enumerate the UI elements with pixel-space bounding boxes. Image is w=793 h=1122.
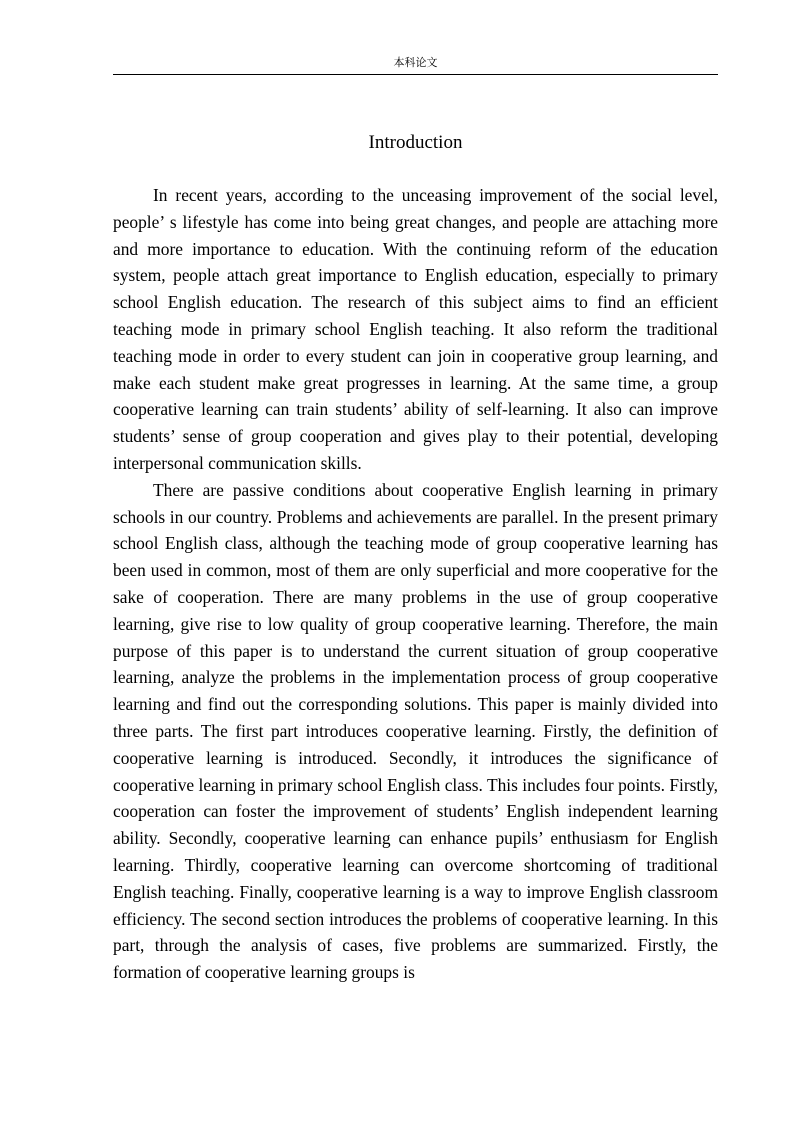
paragraph: In recent years, according to the unceasing improvement of the social level, people’ s lifestyle has come into being great changes, and people are attaching more and more importance to education. With the continuing reform of the education system, people attach great importance to English education, especially to primary school English education. The research of this subject aims to find an efficient teaching mode in primary school English teaching. It also reform the traditional teaching mode in order to every student can join in cooperative group learning, and make each student make great progresses in learning. At the same time, a group cooperative learning can train students’ ability of self-learning. It also can improve students’ sense of group cooperation and gives play to their potential, developing interpersonal communication skills. bbox=[113, 185, 718, 473]
running-header-title: 本科论文 bbox=[393, 56, 438, 69]
section-title: Introduction bbox=[368, 132, 463, 153]
running-header bbox=[113, 56, 718, 75]
body-text bbox=[113, 182, 718, 986]
paragraph: There are passive conditions about cooperative English learning in primary schools in our country. Problems and achievements are parallel. In the present primary school English class, although the teaching mode of group cooperative learning has been used in common, most of them are only superficial and more cooperative for the sake of cooperation. There are many problems in the use of group cooperative learning, give rise to low quality of group cooperative learning. Therefore, the main purpose of this paper is to understand the current situation of group cooperative learning, analyze the problems in the implementation process of group cooperative learning and find out the corresponding solutions. This paper is mainly divided into three parts. The first part introduces cooperative learning. Firstly, the definition of cooperative learning is introduced. Secondly, it introduces the significance of cooperative learning in primary school English class. This includes four points. Firstly, cooperation can foster the improvement of students’ English independent learning ability. Secondly, cooperative learning can enhance pupils’ enthusiasm for English learning. Thirdly, cooperative learning can overcome shortcoming of traditional English teaching. Finally, cooperative learning is a way to improve English classroom efficiency. The second section introduces the problems of cooperative learning. In this part, through the analysis of cases, five problems are summarized. Firstly, the formation of cooperative learning groups is bbox=[113, 479, 718, 983]
